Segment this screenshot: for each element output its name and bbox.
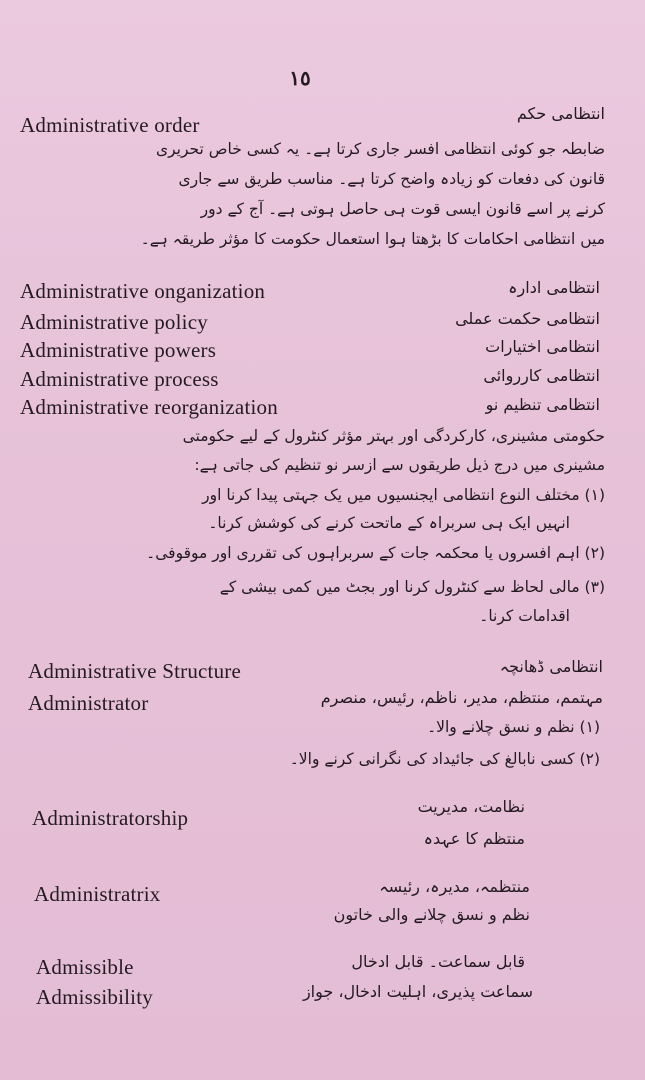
entry-urdu-admissibility: سماعت پذیری، اہلیت ادخال، جواز — [302, 982, 533, 1001]
entry-term-administrator: Administrator — [28, 691, 149, 715]
entry-desc-line: (۱) نظم و نسق چلانے والا۔ — [427, 718, 600, 736]
page-number: ١٥ — [289, 66, 311, 90]
entry-term-admissibility: Admissibility — [36, 985, 153, 1009]
entry-urdu-administrative-order: انتظامی حکم — [516, 104, 605, 123]
entry-term-administrative-powers: Administrative powers — [20, 338, 217, 362]
entry-urdu-administratrix: منتظمہ، مدیرہ، رئیسہ — [379, 877, 530, 896]
entry-desc-line: (۲) اہم افسروں یا محکمہ جات کے سربراہوں کی تقرری اور موقوفی۔ — [146, 544, 605, 562]
entry-urdu-admissible: قابل سماعت۔ قابل ادخال — [351, 952, 525, 971]
entry-desc-line: حکومتی مشینری، کارکردگی اور بہتر مؤثر کنٹرول کے لیے حکومتی — [182, 427, 605, 445]
entry-term-administrative-process: Administrative process — [20, 367, 219, 391]
entry-desc-line: انہیں ایک ہی سربراہ کے ماتحت کرنے کی کوشش کرنا۔ — [208, 514, 570, 532]
entry-desc-line: (۱) مختلف النوع انتظامی ایجنسیوں میں یک جہتی پیدا کرنا اور — [202, 486, 605, 504]
entry-term-administratorship: Administratorship — [32, 806, 189, 830]
entry-urdu-administrative-structure: انتظامی ڈھانچہ — [499, 657, 603, 676]
entry-desc-line: میں انتظامی احکامات کا بڑھتا ہوا استعمال حکومت کا مؤثر طریقہ ہے۔ — [140, 230, 605, 248]
entry-term-administrative-reorganization: Administrative reorganization — [20, 395, 278, 419]
entry-urdu2-administratrix: نظم و نسق چلانے والی خاتون — [333, 905, 530, 924]
entry-urdu-administrative-process: انتظامی کارروائی — [483, 366, 600, 385]
entry-term-administrative-structure: Administrative Structure — [28, 659, 242, 683]
entry-desc-line: اقدامات کرنا۔ — [479, 607, 570, 625]
entry-desc-line: مشینری میں درج ذیل طریقوں سے ازسر نو تنظیم کی جاتی ہے: — [194, 456, 605, 474]
entry-urdu2-administratorship: منتظم کا عہدہ — [423, 829, 525, 848]
entry-term-administrative-order: Administrative order — [20, 113, 200, 137]
entry-term-administrative-policy: Administrative policy — [20, 310, 208, 334]
entry-term-administrative-organization: Administrative onganization — [20, 279, 266, 303]
entry-term-admissible: Admissible — [36, 955, 134, 979]
entry-desc-line: (۳) مالی لحاظ سے کنٹرول کرنا اور بجٹ میں کمی بیشی کے — [219, 578, 605, 596]
entry-desc-line: قانون کی دفعات کو زیادہ واضح کرتا ہے۔ مناسب طریق سے جاری — [178, 170, 605, 188]
entry-urdu-administrative-organization: انتظامی ادارہ — [508, 278, 600, 297]
entry-urdu-administrative-reorganization: انتظامی تنظیم نو — [485, 395, 600, 414]
entry-urdu-administrator: مہتمم، منتظم، مدیر، ناظم، رئیس، منصرم — [320, 688, 603, 707]
entry-term-administratrix: Administratrix — [34, 882, 161, 906]
entry-urdu-administratorship: نظامت، مدیریت — [417, 797, 525, 816]
entry-desc-line: ضابطہ جو کوئی انتظامی افسر جاری کرتا ہے۔ یہ کسی خاص تحریری — [155, 140, 605, 158]
entry-desc-line: کرنے پر اسے قانون ایسی قوت ہی حاصل ہوتی ہے۔ آج کے دور — [200, 200, 605, 218]
entry-urdu-administrative-powers: انتظامی اختیارات — [485, 337, 600, 356]
entry-urdu-administrative-policy: انتظامی حکمت عملی — [455, 309, 600, 328]
entry-desc-line: (۲) کسی نابالغ کی جائیداد کی نگرانی کرنے والا۔ — [289, 750, 600, 768]
